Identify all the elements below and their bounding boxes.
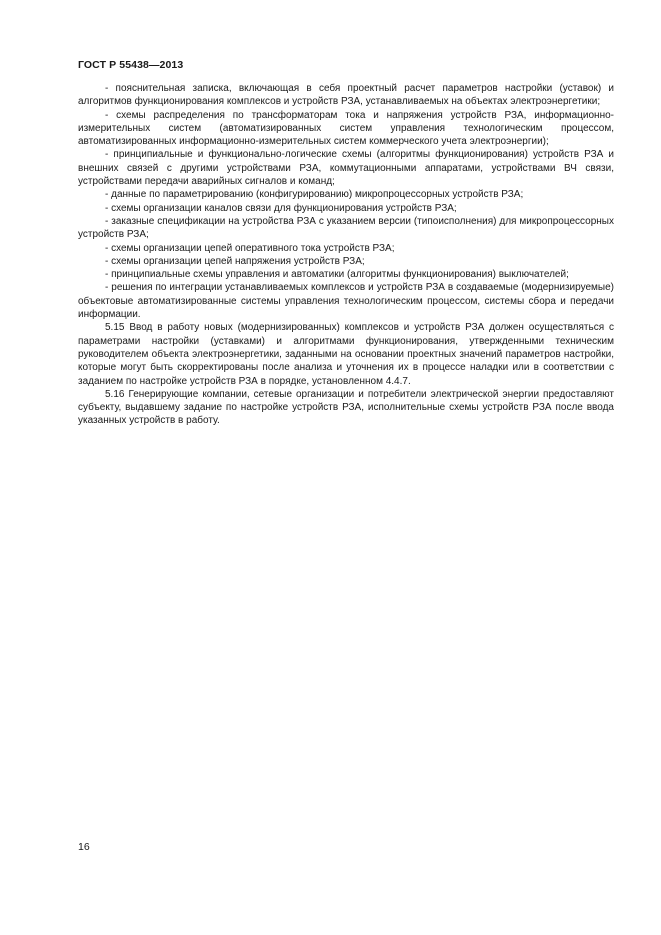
list-item-operating-current-circuits: - схемы организации цепей оперативного тока устройств РЗА; [105, 242, 395, 254]
list-item-integration-solutions: - решения по интеграции устанавливаемых комплексов и устройств РЗА в создаваемые (модернизируемые) объектовые автоматизированные системы управления технологическим процессом, системы сбора и передачи информации. [78, 282, 614, 321]
clause-5-16: 5.16 Генерирующие компании, сетевые организации и потребители электрической энергии предоставляют субъекту, выдавшему задание по настройке устройств РЗА, исполнительные схемы устройств РЗА после ввода указанных устройств в работу. [78, 388, 614, 427]
list-item-logic-schemes: - принципиальные и функционально-логические схемы (алгоритмы функционирования) устройств РЗА и внешних связей с другими устройствами РЗА, коммутационными аппаратами, устройствами ВЧ связи, устройствами передачи аварийных сигналов и команд; [78, 149, 614, 188]
list-item-breaker-control-schemes: - принципиальные схемы управления и автоматики (алгоритмы функционирования) выключателей; [105, 269, 569, 281]
list-item-voltage-circuits: - схемы организации цепей напряжения устройств РЗА; [105, 255, 365, 267]
list-item-order-specifications: - заказные спецификации на устройства РЗА с указанием версии (типоисполнения) для микропроцессорных устройств РЗА; [78, 215, 614, 241]
list-item-explanatory-note: - пояснительная записка, включающая в себя проектный расчет параметров настройки (уставок) и алгоритмов функционирования комплексов и устройств РЗА, устанавливаемых на объектах электроэнергетики; [78, 83, 614, 108]
document-body [78, 82, 614, 428]
list-item-parametrization-data: - данные по параметрированию (конфигурированию) микропроцессорных устройств РЗА; [105, 189, 524, 201]
document-code: ГОСТ Р 55438—2013 [78, 59, 184, 71]
page-number: 16 [78, 841, 90, 853]
clause-5-15: 5.15 Ввод в работу новых (модернизированных) комплексов и устройств РЗА должен осуществляться с параметрами настройки (уставками) и алгоритмами функционирования, утвержденными техническим руководителем объекта электроэнергетики, заданными на основании проектных значений параметров настройки, которые могут быть скорректированы после анализа и уточнения их в процессе наладки или в соответствии с заданием по настройке устройств РЗА в порядке, установленном 4.4.7. [78, 322, 614, 387]
list-item-current-voltage-transformer-schemes: - схемы распределения по трансформаторам тока и напряжения устройств РЗА, информационно-измерительных систем (автоматизированных систем управления технологическим процессом, автоматизированных информационно-измерительных систем коммерческого учета электроэнергии); [78, 109, 614, 148]
list-item-communication-channels: - схемы организации каналов связи для функционирования устройств РЗА; [105, 202, 457, 214]
